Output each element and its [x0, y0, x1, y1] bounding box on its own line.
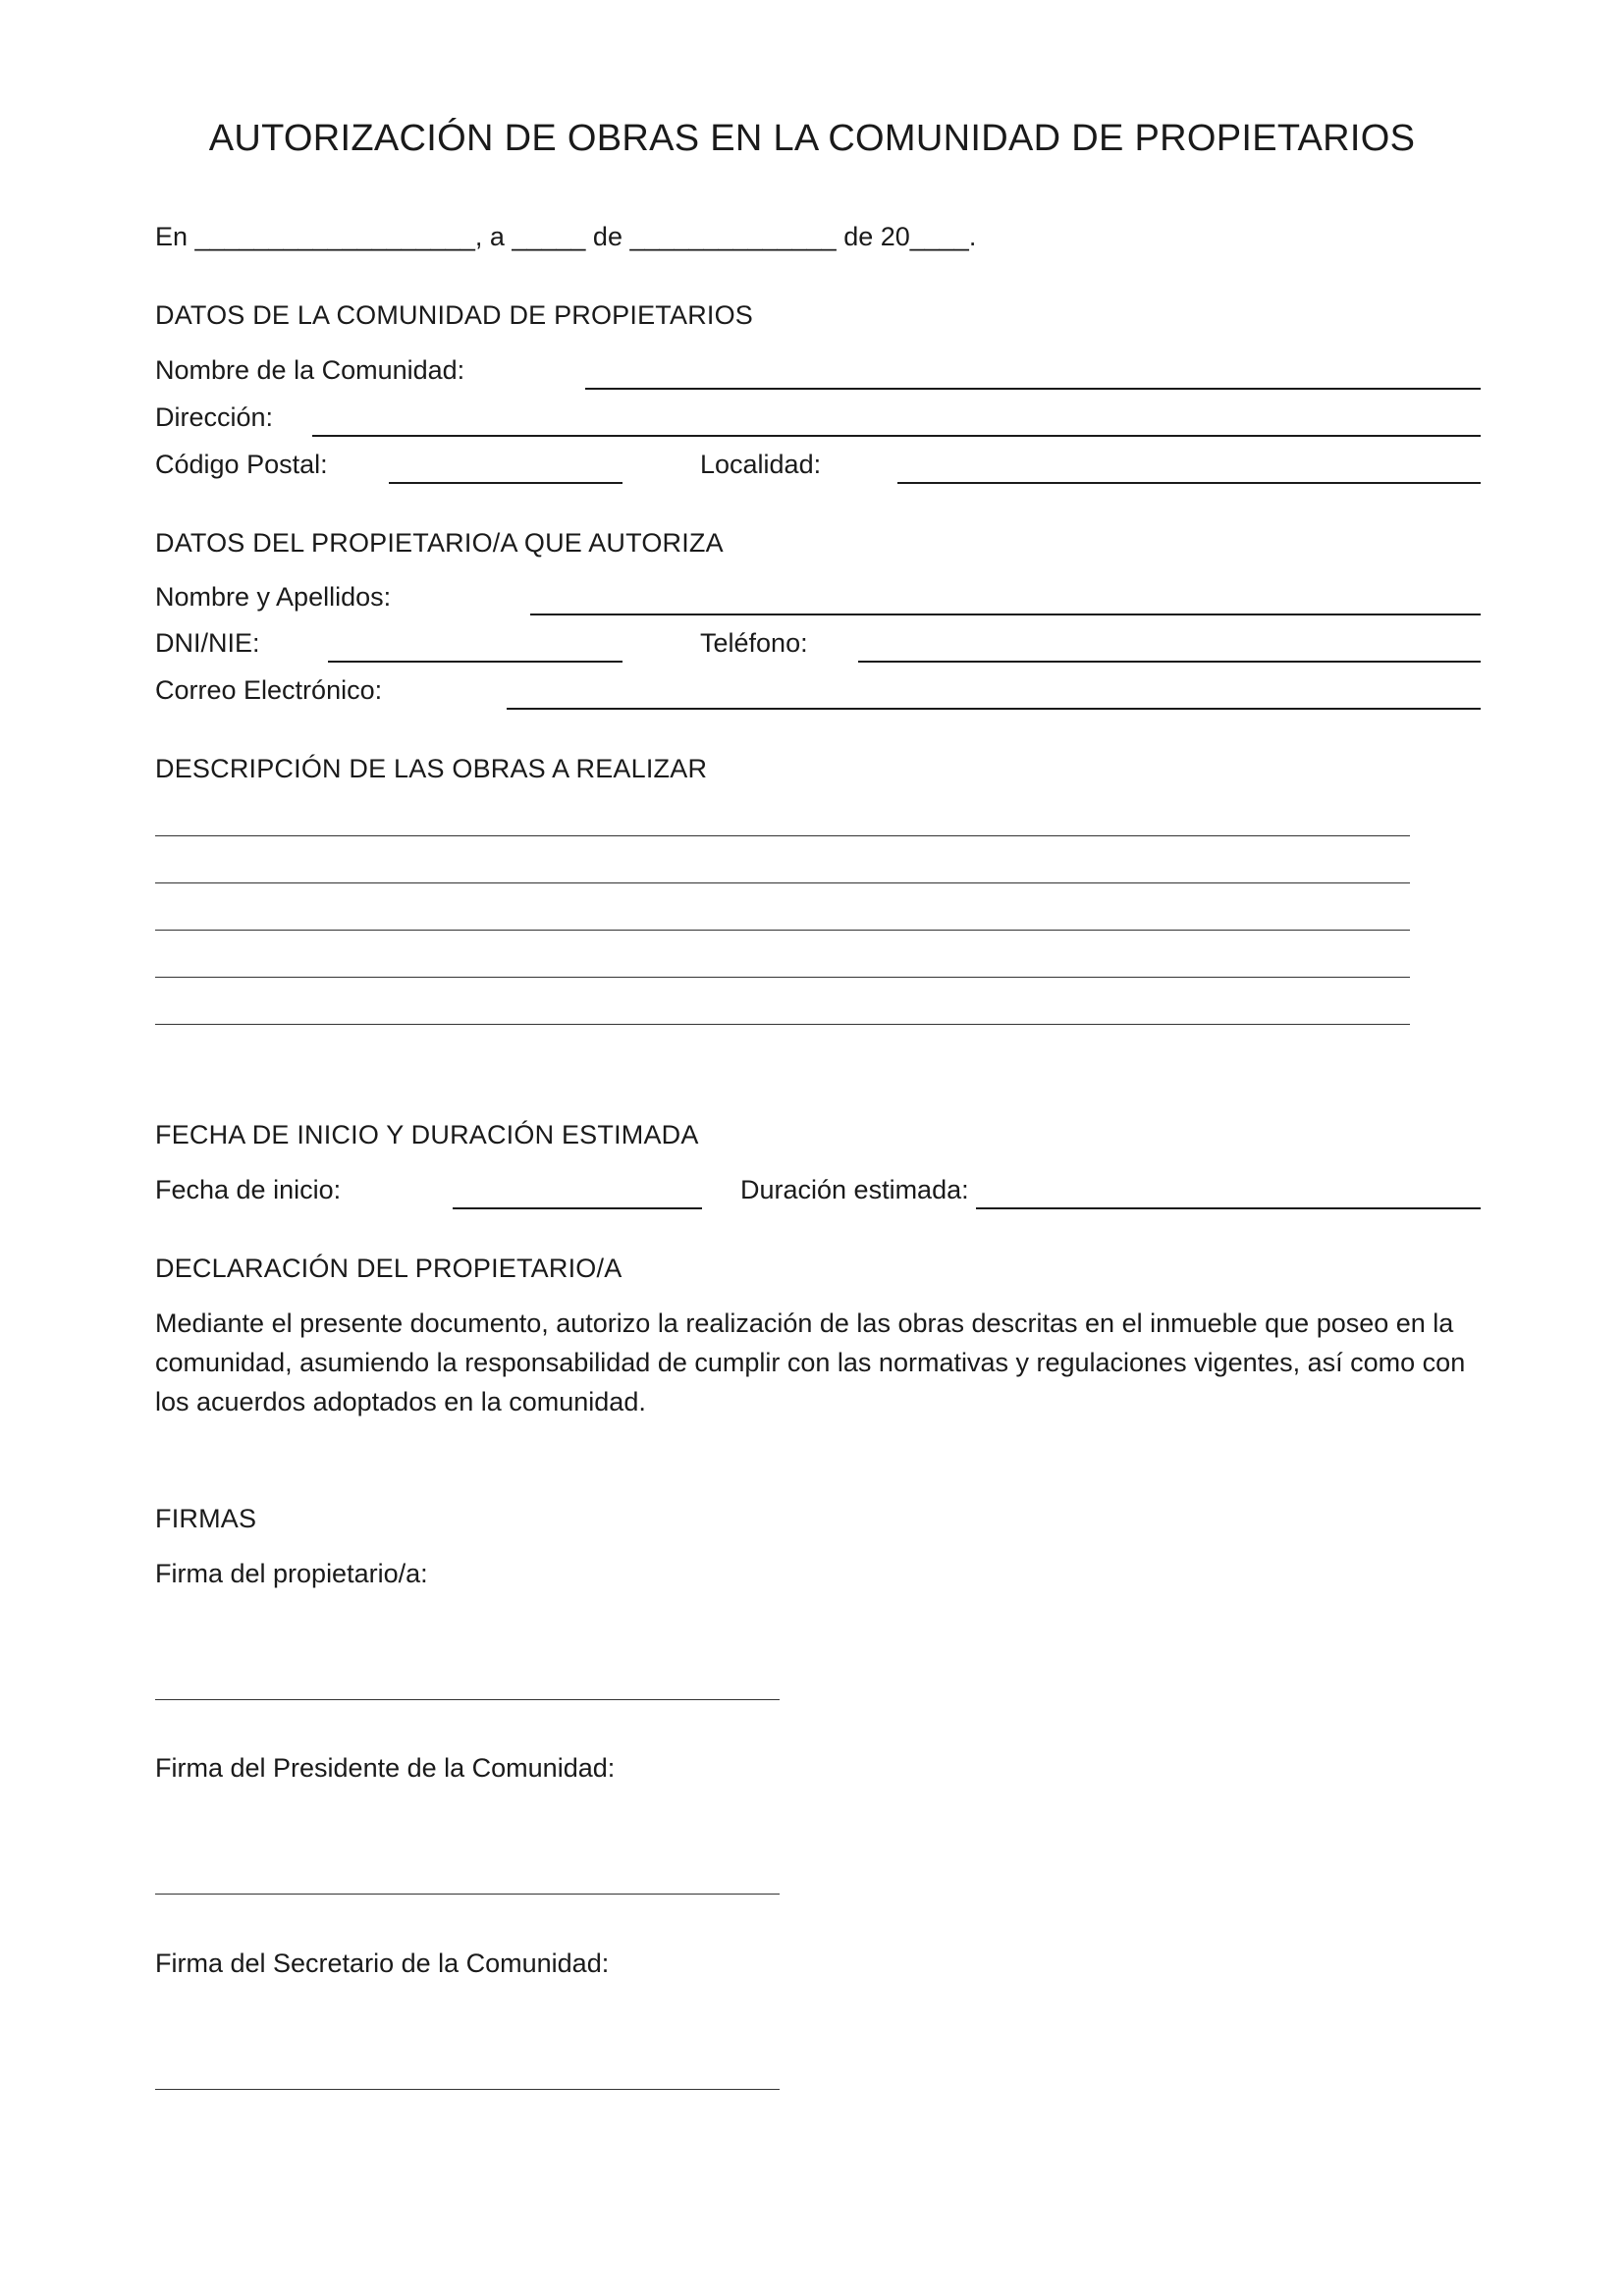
- postal-code-label: Código Postal:: [155, 450, 328, 479]
- works-section-heading: DESCRIPCIÓN DE LAS OBRAS A REALIZAR: [155, 754, 708, 783]
- start-date-field[interactable]: [453, 1207, 702, 1209]
- community-name-field[interactable]: [585, 388, 1481, 390]
- owner-signature-line[interactable]: [155, 1699, 780, 1700]
- address-field[interactable]: [312, 435, 1481, 437]
- declaration-section-heading: DECLARACIÓN DEL PROPIETARIO/A: [155, 1254, 623, 1283]
- email-field[interactable]: [507, 708, 1481, 710]
- duration-field[interactable]: [976, 1207, 1481, 1209]
- owner-section-heading: DATOS DEL PROPIETARIO/A QUE AUTORIZA: [155, 528, 724, 558]
- works-description-line[interactable]: [155, 1024, 1410, 1025]
- duration-label: Duración estimada:: [740, 1175, 969, 1204]
- full-name-field[interactable]: [530, 614, 1481, 615]
- phone-label: Teléfono:: [700, 628, 808, 658]
- community-name-label: Nombre de la Comunidad:: [155, 355, 465, 385]
- schedule-section-heading: FECHA DE INICIO Y DURACIÓN ESTIMADA: [155, 1120, 699, 1149]
- works-description-line[interactable]: [155, 882, 1410, 883]
- id-label: DNI/NIE:: [155, 628, 260, 658]
- owner-signature-label: Firma del propietario/a:: [155, 1559, 428, 1588]
- works-description-line[interactable]: [155, 977, 1410, 978]
- signatures-section-heading: FIRMAS: [155, 1504, 257, 1533]
- place-date-line: En ___________________, a _____ de ______________ de 20____.: [155, 222, 977, 251]
- email-label: Correo Electrónico:: [155, 675, 383, 705]
- document-title: AUTORIZACIÓN DE OBRAS EN LA COMUNIDAD DE PROPIETARIOS: [208, 118, 1416, 159]
- declaration-text: Mediante el presente documento, autorizo la realización de las obras descritas en el inmueble que poseo en la comunidad, asumiendo la responsabilidad de cumplir con las normativas y regulaciones vigentes, así como con los acuerdos adoptados en la comunidad.: [155, 1308, 1466, 1416]
- start-date-label: Fecha de inicio:: [155, 1175, 342, 1204]
- secretary-signature-line[interactable]: [155, 2089, 780, 2090]
- works-description-line[interactable]: [155, 835, 1410, 836]
- secretary-signature-label: Firma del Secretario de la Comunidad:: [155, 1949, 610, 1978]
- community-section-heading: DATOS DE LA COMUNIDAD DE PROPIETARIOS: [155, 300, 754, 330]
- id-field[interactable]: [328, 661, 623, 663]
- address-label: Dirección:: [155, 402, 274, 432]
- phone-field[interactable]: [858, 661, 1481, 663]
- postal-code-field[interactable]: [389, 482, 623, 484]
- locality-label: Localidad:: [700, 450, 822, 479]
- president-signature-line[interactable]: [155, 1894, 780, 1895]
- works-description-line[interactable]: [155, 930, 1410, 931]
- locality-field[interactable]: [897, 482, 1481, 484]
- president-signature-label: Firma del Presidente de la Comunidad:: [155, 1753, 616, 1783]
- full-name-label: Nombre y Apellidos:: [155, 582, 392, 612]
